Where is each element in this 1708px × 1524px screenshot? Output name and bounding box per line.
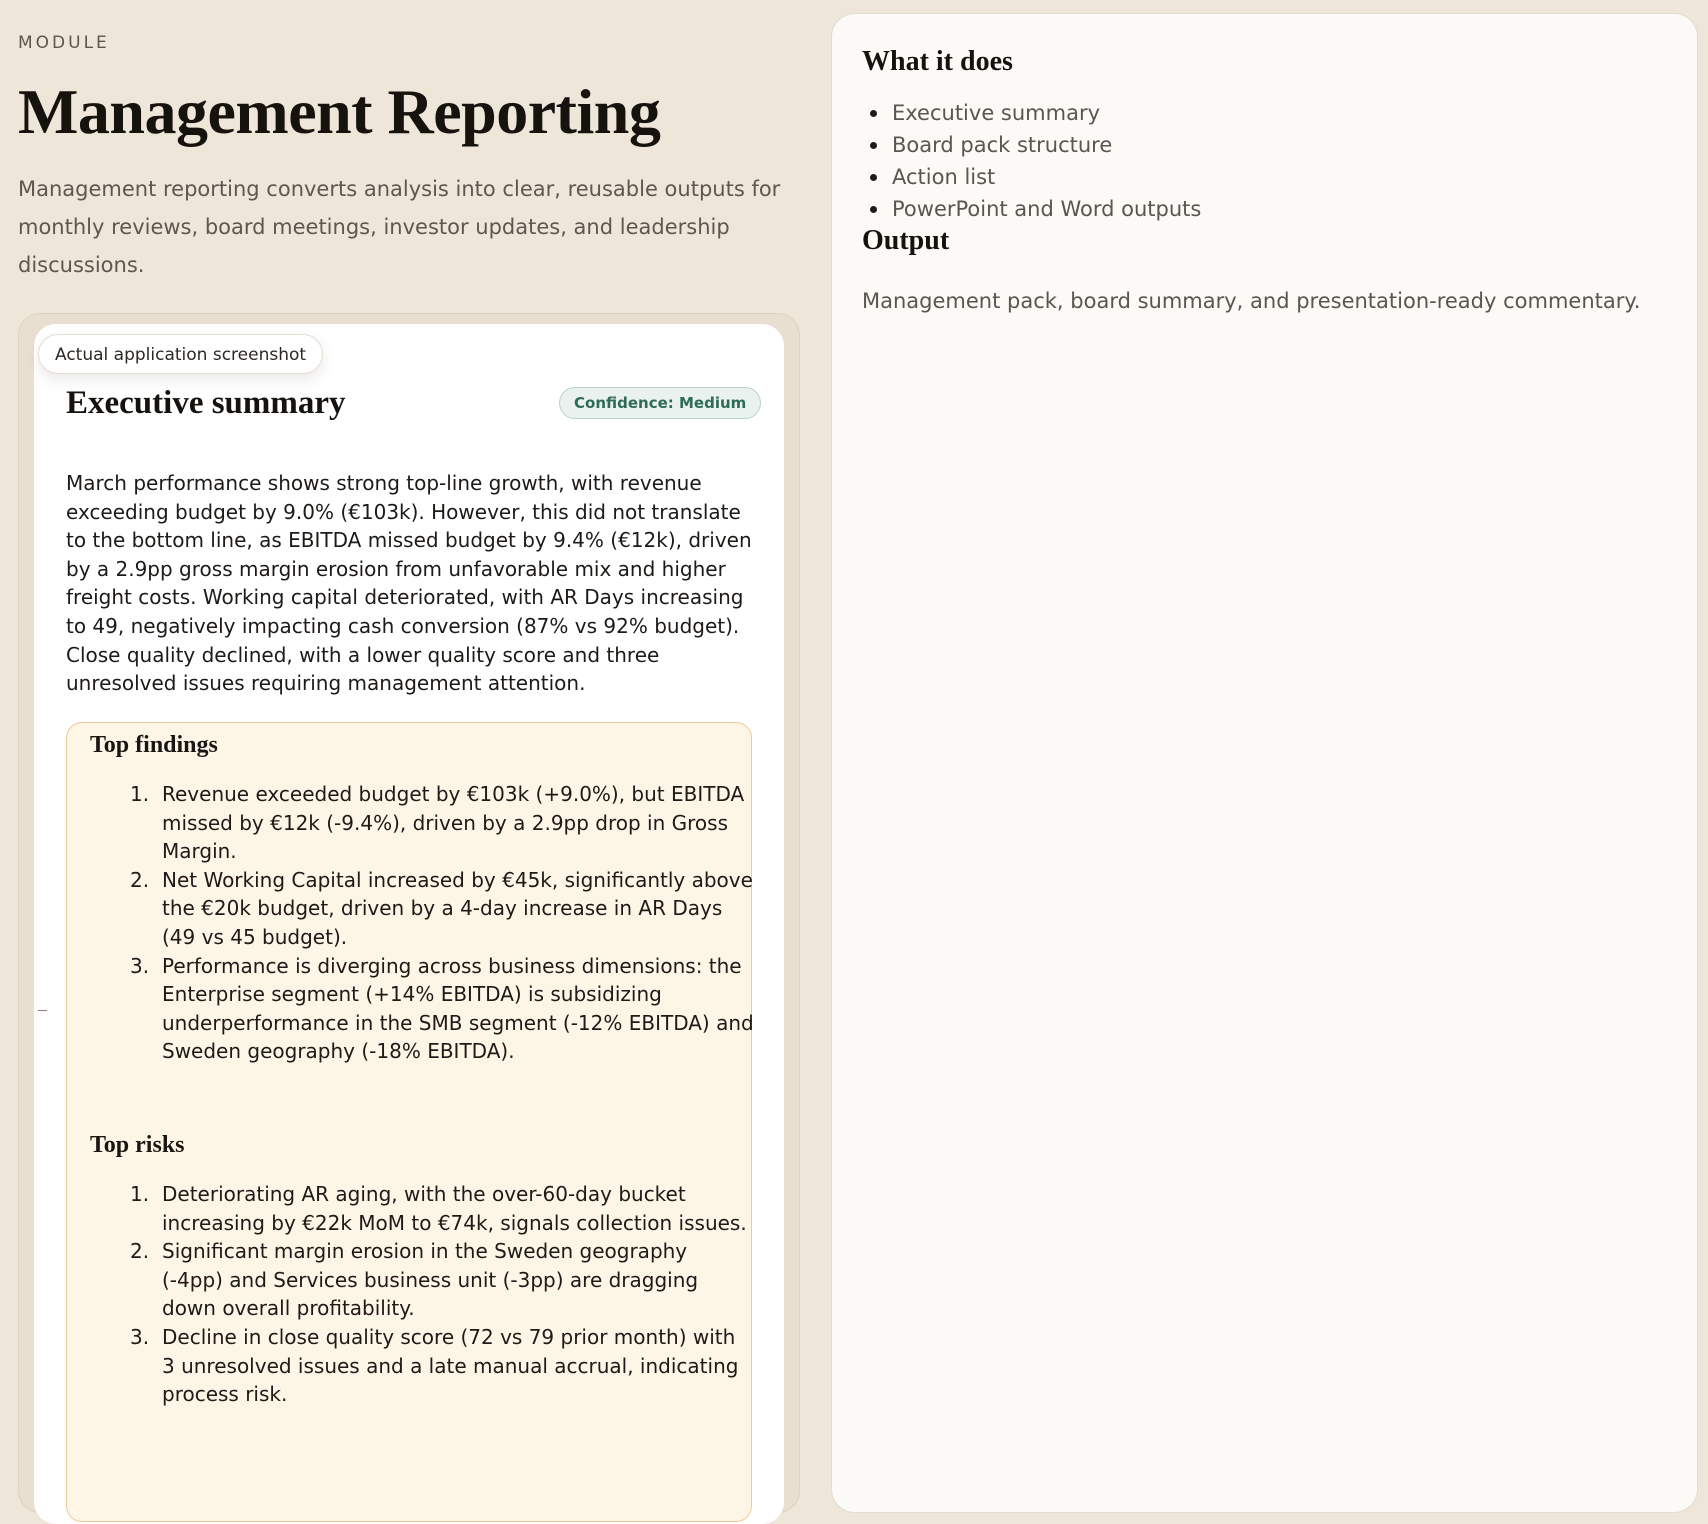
- feature-item: [862, 193, 1201, 225]
- feature-label: PowerPoint and Word outputs: [892, 197, 1202, 221]
- finding-text: Revenue exceeded budget by €103k (+9.0%), but EBITDA missed by €12k (-9.4%), driven by a 2.9pp drop in Gross Margin.: [162, 782, 745, 864]
- module-intro: Management reporting converts analysis into clear, reusable outputs for monthly reviews, board meetings, investor updates, and leadership discussions.: [18, 177, 781, 277]
- risk-item: [114, 1180, 754, 1237]
- finding-text: Net Working Capital increased by €45k, significantly above the €20k budget, driven by a 4-day increase in AR Days (49 vs 45 budget).: [162, 867, 753, 949]
- finding-number: 3.: [130, 953, 150, 978]
- top-findings-list: [114, 780, 754, 1066]
- risk-item: [114, 1237, 754, 1323]
- bullet-dot-icon: [870, 110, 877, 117]
- risk-number: 1.: [130, 1182, 150, 1206]
- feature-label: Board pack structure: [892, 133, 1113, 157]
- confidence-badge: Confidence: Medium: [559, 387, 761, 419]
- feature-list: [862, 97, 1201, 225]
- top-risks-list: [114, 1180, 754, 1409]
- divider-mark: [38, 1010, 47, 1011]
- executive-summary-heading: Executive summary: [66, 385, 346, 421]
- output-description: Management pack, board summary, and presentation-ready commentary.: [862, 289, 1641, 313]
- finding-item: [114, 952, 754, 1066]
- feature-item: [862, 161, 1201, 193]
- module-eyebrow: MODULE: [18, 33, 110, 53]
- risk-text: Decline in close quality score (72 vs 79 prior month) with 3 unresolved issues and a late manual accrual, indicating process risk.: [162, 1324, 739, 1407]
- module-column: [18, 0, 800, 1490]
- bullet-dot-icon: [870, 142, 877, 149]
- top-findings-heading: Top findings: [90, 732, 218, 758]
- risk-number: 3.: [130, 1324, 150, 1349]
- feature-item: [862, 97, 1201, 129]
- feature-label: Executive summary: [892, 101, 1101, 125]
- finding-item: [114, 780, 754, 866]
- finding-number: 2.: [130, 867, 150, 892]
- finding-number: 1.: [130, 782, 150, 806]
- finding-item: [114, 866, 754, 952]
- risk-item: [114, 1323, 754, 1409]
- risk-text: Significant margin erosion in the Sweden geography (-4pp) and Services business unit (-3pp) are dragging down overall profitability.: [162, 1239, 699, 1321]
- finding-text: Performance is diverging across business dimensions: the Enterprise segment (+14% EBITDA) is subsidizing underperformance in the SMB segment (-12% EBITDA) and Sweden geography (-18% EBITDA).: [162, 953, 754, 1064]
- feature-item: [862, 129, 1201, 161]
- bullet-dot-icon: [870, 174, 877, 181]
- risk-number: 2.: [130, 1239, 150, 1264]
- bullet-dot-icon: [870, 206, 877, 213]
- what-it-does-heading: What it does: [862, 46, 1013, 77]
- output-heading: Output: [862, 225, 950, 256]
- page-title: Management Reporting: [18, 76, 661, 147]
- module-details-panel: [831, 13, 1698, 1513]
- top-risks-heading: Top risks: [90, 1132, 185, 1158]
- risk-text: Deteriorating AR aging, with the over-60-day bucket increasing by €22k MoM to €74k, signals collection issues.: [162, 1182, 747, 1235]
- screenshot-tag: Actual application screenshot: [38, 334, 323, 374]
- feature-label: Action list: [892, 165, 996, 189]
- executive-summary-text: March performance shows strong top-line growth, with revenue exceeding budget by 9.0% (€103k). However, this did not translate to the bottom line, as EBITDA missed budget by 9.4% (€12k), driven by a 2.9pp gross margin erosion from unfavorable mix and higher freight costs. Working capital deteriorated, with AR Days increasing to 49, negatively impacting cash conversion (87% vs 92% budget). Close quality declined, with a lower quality score and three unresolved issues requiring management attention.: [66, 471, 752, 696]
